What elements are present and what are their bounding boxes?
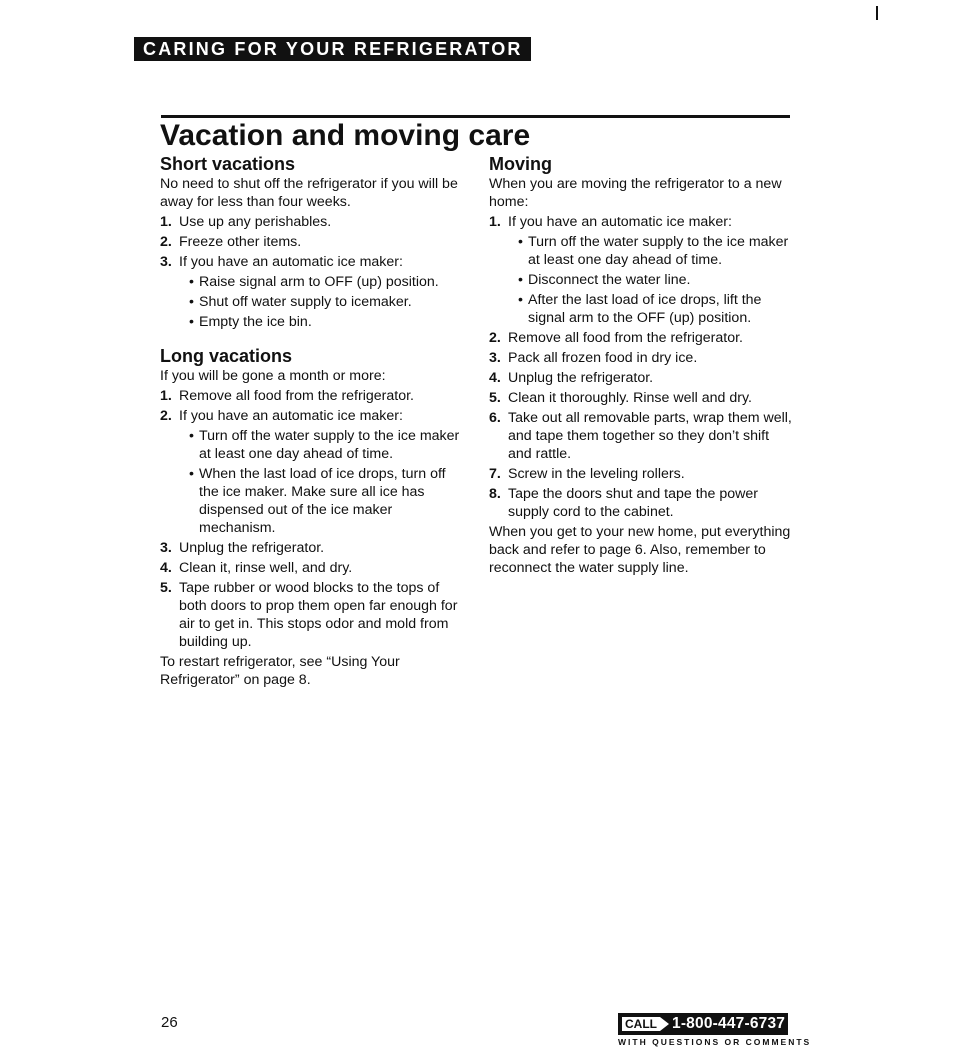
bullet-item: • Turn off the water supply to the ice maker at least one day ahead of time. [518, 233, 793, 269]
list-item [160, 213, 466, 231]
step-text: If you have an automatic ice maker: [179, 408, 403, 424]
bullet-item: • Turn off the water supply to the ice maker at least one day ahead of time. [189, 427, 466, 463]
bullet-item: • After the last load of ice drops, lift the signal arm to the OFF (up) position. [518, 291, 793, 327]
step-number: 3. [489, 350, 501, 366]
step-number: 5. [489, 390, 501, 406]
step-number: 3. [160, 540, 172, 556]
long-vacations-steps [160, 387, 466, 651]
step-text: Screw in the leveling rollers. [508, 466, 685, 482]
list-item [489, 213, 793, 327]
step-text: If you have an automatic ice maker: [179, 254, 403, 270]
sub-bullet-list [508, 233, 793, 327]
long-vacations-outro: To restart refrigerator, see “Using Your Refrigerator” on page 8. [160, 654, 400, 688]
step-text: Take out all removable parts, wrap them well, and tape them together so they don’t shift and rattle. [508, 410, 792, 462]
step-text: If you have an automatic ice maker: [508, 214, 732, 230]
list-item [160, 253, 466, 331]
sub-bullet-list [179, 427, 466, 537]
bullet-item: • Disconnect the water line. [518, 271, 793, 289]
step-number: 5. [160, 580, 172, 596]
step-number: 2. [160, 408, 172, 424]
step-number: 1. [489, 214, 501, 230]
margin-tick-mark [876, 6, 878, 20]
title-rule [161, 115, 790, 118]
step-text: Clean it thoroughly. Rinse well and dry. [508, 390, 752, 406]
list-item [160, 579, 466, 651]
long-vacations-intro: If you will be gone a month or more: [160, 368, 386, 384]
list-item [489, 349, 793, 367]
list-item [489, 465, 793, 483]
bullet-item: • Empty the ice bin. [189, 313, 466, 331]
step-number: 3. [160, 254, 172, 270]
short-vacations-heading: Short vacations [160, 154, 296, 174]
step-number: 8. [489, 486, 501, 502]
step-text: Use up any perishables. [179, 214, 332, 230]
step-text: Tape rubber or wood blocks to the tops of both doors to prop them open far enough for air to get in. This stops odor and mold from building up. [179, 580, 458, 650]
list-item [160, 539, 466, 557]
phone-number: 1-800-447-6737 [672, 1015, 786, 1032]
bullet-item: • When the last load of ice drops, turn off the ice maker. Make sure all ice has dispensed out of the ice maker mechanism. [189, 465, 466, 537]
step-text: Unplug the refrigerator. [508, 370, 654, 386]
long-vacations-heading: Long vacations [160, 346, 293, 366]
step-number: 2. [160, 234, 172, 250]
step-number: 4. [160, 560, 172, 576]
page-number: 26 [161, 1014, 178, 1031]
right-column [489, 153, 793, 579]
list-item [160, 407, 466, 537]
list-item [489, 389, 793, 407]
short-vacations-steps [160, 213, 466, 331]
step-text: Remove all food from the refrigerator. [179, 388, 414, 404]
moving-outro: When you get to your new home, put everything back and refer to page 6. Also, remember to reconnect the water supply line. [489, 524, 791, 576]
arrow-right-icon [660, 1017, 669, 1031]
moving-heading: Moving [489, 154, 552, 174]
list-item [489, 485, 793, 521]
page-title: Vacation and moving care [160, 119, 531, 152]
step-number: 6. [489, 410, 501, 426]
list-item [489, 329, 793, 347]
call-label: CALL [622, 1017, 660, 1031]
step-text: Remove all food from the refrigerator. [508, 330, 743, 346]
moving-steps [489, 213, 793, 521]
section-banner: CARING FOR YOUR REFRIGERATOR [134, 37, 531, 61]
step-number: 4. [489, 370, 501, 386]
list-item [489, 369, 793, 387]
step-number: 1. [160, 214, 172, 230]
call-tagline: WITH QUESTIONS OR COMMENTS [618, 1037, 812, 1047]
moving-intro: When you are moving the refrigerator to a new home: [489, 176, 782, 210]
step-text: Unplug the refrigerator. [179, 540, 325, 556]
short-vacations-intro: No need to shut off the refrigerator if you will be away for less than four weeks. [160, 176, 458, 210]
step-number: 2. [489, 330, 501, 346]
list-item [489, 409, 793, 463]
list-item [160, 559, 466, 577]
step-text: Pack all frozen food in dry ice. [508, 350, 698, 366]
step-text: Tape the doors shut and tape the power supply cord to the cabinet. [508, 486, 759, 520]
sub-bullet-list [179, 273, 466, 331]
step-number: 1. [160, 388, 172, 404]
step-text: Freeze other items. [179, 234, 302, 250]
list-item [160, 387, 466, 405]
list-item [160, 233, 466, 251]
call-phone-banner [618, 1013, 788, 1035]
bullet-item: • Shut off water supply to icemaker. [189, 293, 466, 311]
left-column [160, 153, 466, 691]
bullet-item: • Raise signal arm to OFF (up) position. [189, 273, 466, 291]
step-number: 7. [489, 466, 501, 482]
step-text: Clean it, rinse well, and dry. [179, 560, 353, 576]
